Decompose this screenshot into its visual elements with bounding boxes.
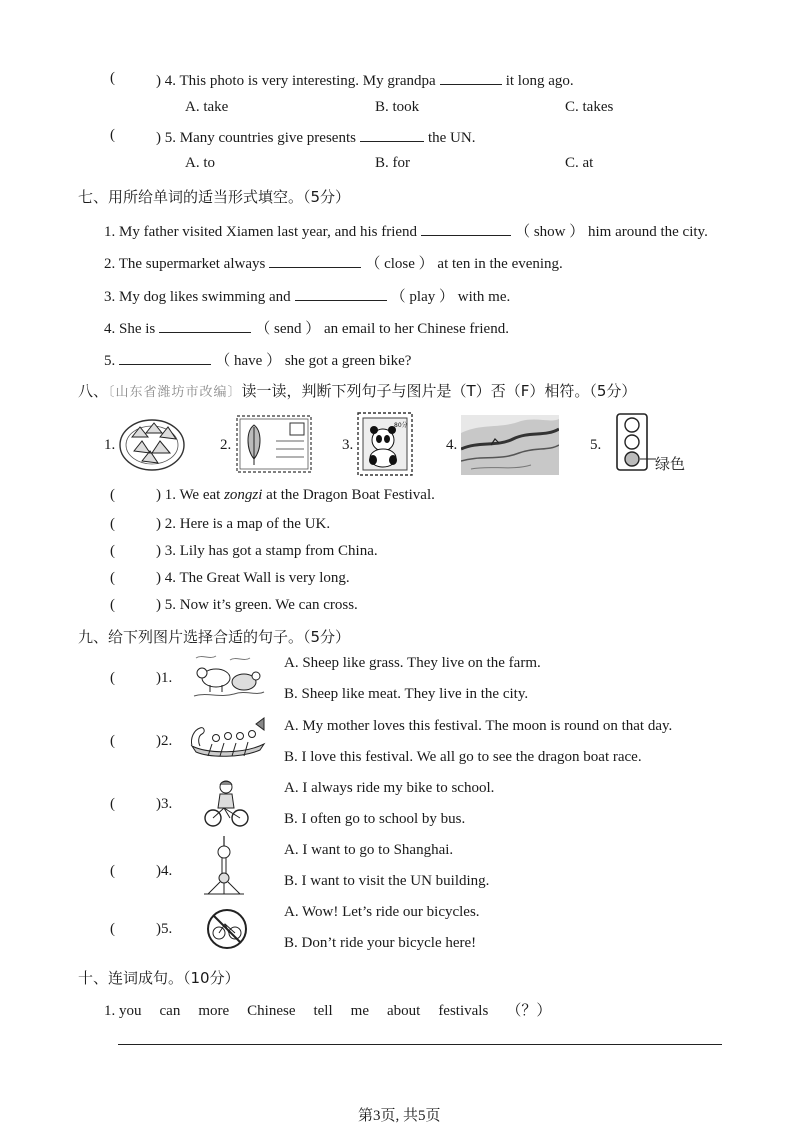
- s8-item-5: [156, 597, 358, 614]
- s9-item-5-option-a[interactable]: A. Wow! Let’s ride our bicycles.: [284, 904, 480, 920]
- s9-item-1-num: )1.: [156, 670, 173, 686]
- s8-item-5-text: 5. Now it’s green. We can cross.: [164, 597, 358, 613]
- s8-item-2-paren: (: [110, 516, 115, 532]
- s8-item-2: [156, 516, 330, 533]
- s9-item-1-paren: (: [110, 670, 115, 686]
- s8-item-1: [156, 487, 435, 504]
- section-8-num: 八、: [78, 382, 109, 400]
- mc-q5-after: the UN.: [427, 130, 476, 146]
- dragon-boat-icon: [188, 716, 268, 760]
- no-bicycle-sign-icon: [206, 908, 248, 950]
- s8-item-3-text: 3. Lily has got a stamp from China.: [164, 543, 378, 559]
- s8-item-1-text-2: at the Dragon Boat Festival.: [262, 487, 435, 503]
- zongzi-plate-icon: [118, 415, 186, 473]
- pointer-line-icon: [640, 455, 656, 463]
- s9-item-2-paren: (: [110, 733, 115, 749]
- s7-q2: [104, 252, 563, 273]
- s7-q5-post: she got a green bike?: [284, 353, 412, 369]
- answer-blank[interactable]: [440, 70, 502, 85]
- mc-q5-text: 5. Many countries give presents: [164, 130, 356, 146]
- s7-q3-pre: 3. My dog likes swimming and: [104, 289, 291, 305]
- pic-label-2: 2.: [220, 437, 232, 453]
- s9-item-2-option-b[interactable]: B. I love this festival. We all go to see the dragon boat race.: [284, 749, 642, 765]
- s8-item-3-paren: (: [110, 543, 115, 559]
- pic-label-3: 3.: [342, 437, 354, 453]
- s9-item-1-option-b[interactable]: B. Sheep like meat. They live in the city.: [284, 686, 529, 702]
- s8-item-3-close: ): [156, 543, 161, 559]
- s8-item-1-close: ): [156, 487, 161, 503]
- s7-q3-word: （ play ）: [390, 289, 454, 305]
- s9-item-3-num: )3.: [156, 796, 173, 812]
- s9-item-3-option-b[interactable]: B. I often go to school by bus.: [284, 811, 466, 827]
- s9-item-4-num: )4.: [156, 863, 173, 879]
- section-8-title: [78, 380, 636, 401]
- s7-q1-pre: 1. My father visited Xiamen last year, and his friend: [104, 224, 418, 240]
- mc-q4-option-b[interactable]: B. took: [375, 99, 420, 115]
- mc-q4-close: ): [156, 73, 161, 89]
- word: can: [159, 1003, 181, 1019]
- answer-blank[interactable]: [159, 318, 251, 333]
- mc-q5-paren: (: [110, 127, 115, 143]
- answer-blank[interactable]: [421, 221, 511, 236]
- word: （？）: [506, 1003, 552, 1019]
- s7-q2-pre: 2. The supermarket always: [104, 256, 266, 272]
- answer-blank[interactable]: [295, 286, 387, 301]
- pic-label-4: 4.: [446, 437, 458, 453]
- word: about: [386, 1003, 421, 1019]
- source-tag: 〔山东省潍坊市改编〕: [108, 385, 242, 400]
- sheep-icon: [190, 652, 266, 702]
- s8-item-4-text: 4. The Great Wall is very long.: [164, 570, 350, 586]
- traffic-light-icon: [615, 412, 649, 472]
- s9-item-2-option-a[interactable]: A. My mother loves this festival. The moon is round on that day.: [284, 718, 673, 734]
- word: festivals: [438, 1003, 489, 1019]
- pic-label-5: 5.: [590, 437, 602, 453]
- word: 1. you: [104, 1003, 142, 1019]
- s8-item-3: [156, 543, 378, 560]
- s7-q5-word: （ have ）: [215, 353, 282, 369]
- green-light-label: 绿色: [655, 455, 686, 473]
- mc-q5-option-c[interactable]: C. at: [565, 155, 594, 171]
- s8-item-1-italic: zongzi: [224, 487, 263, 503]
- s9-item-3-paren: (: [110, 796, 115, 812]
- s9-item-2-num: )2.: [156, 733, 173, 749]
- s9-item-5-option-b[interactable]: B. Don’t ride your bicycle here!: [284, 935, 477, 951]
- s7-q2-post: at ten in the evening.: [437, 256, 563, 272]
- boy-riding-bike-icon: [204, 778, 250, 830]
- s8-item-1-paren: (: [110, 487, 115, 503]
- s7-q4-post: an email to her Chinese friend.: [324, 321, 509, 337]
- section-8-text: 读一读，判断下列句子与图片是（T）否（F）相符。（5分）: [241, 382, 637, 400]
- postcard-icon: [236, 415, 312, 473]
- mc-q5-question: [156, 127, 475, 147]
- s8-item-5-paren: (: [110, 597, 115, 613]
- section-10-title: 十、连词成句。（10分）: [78, 969, 240, 987]
- s8-item-4-paren: (: [110, 570, 115, 586]
- s9-item-5-num: )5.: [156, 921, 173, 937]
- mc-q5-close: ): [156, 130, 161, 146]
- answer-blank[interactable]: [269, 253, 361, 268]
- mc-q4-paren: (: [110, 70, 115, 86]
- word: me: [350, 1003, 369, 1019]
- s8-item-2-close: ): [156, 516, 161, 532]
- s9-item-5-paren: (: [110, 921, 115, 937]
- mc-q4-option-a[interactable]: A. take: [185, 99, 229, 115]
- s7-q1-word: （ show ）: [515, 224, 585, 240]
- s9-item-4-option-b[interactable]: B. I want to visit the UN building.: [284, 873, 490, 889]
- word: Chinese: [247, 1003, 296, 1019]
- panda-stamp-icon: [357, 412, 413, 476]
- great-wall-icon: [461, 415, 559, 475]
- stamp-value: 80分: [394, 422, 408, 429]
- s7-q5-pre: 5.: [104, 353, 116, 369]
- s8-item-4: [156, 570, 350, 587]
- pic-label-1: 1.: [104, 437, 116, 453]
- s7-q1-post: him around the city.: [587, 224, 708, 240]
- s7-q4: [104, 317, 509, 338]
- answer-line[interactable]: [118, 1044, 722, 1045]
- s9-item-4-option-a[interactable]: A. I want to go to Shanghai.: [284, 842, 454, 858]
- mc-q5-option-a[interactable]: A. to: [185, 155, 215, 171]
- s7-q3: [104, 285, 510, 306]
- s7-q2-word: （ close ）: [365, 256, 434, 272]
- word-scramble: [104, 999, 551, 1020]
- s7-q4-word: （ send ）: [255, 321, 321, 337]
- section-9-title: 九、给下列图片选择合适的句子。（5分）: [78, 628, 351, 646]
- word: tell: [313, 1003, 333, 1019]
- s8-item-5-close: ): [156, 597, 161, 613]
- word: more: [198, 1003, 230, 1019]
- s8-item-1-text: 1. We eat: [164, 487, 225, 503]
- s7-q4-pre: 4. She is: [104, 321, 156, 337]
- s9-item-3-option-a[interactable]: A. I always ride my bike to school.: [284, 780, 495, 796]
- answer-blank[interactable]: [119, 350, 211, 365]
- mc-q4-after: it long ago.: [505, 73, 574, 89]
- mc-q4-option-c[interactable]: C. takes: [565, 99, 614, 115]
- answer-blank[interactable]: [360, 127, 424, 142]
- s7-q1: [104, 220, 708, 241]
- s9-item-1-option-a[interactable]: A. Sheep like grass. They live on the farm.: [284, 655, 541, 671]
- oriental-pearl-tower-icon: [202, 836, 246, 896]
- mc-q4-text: 4. This photo is very interesting. My grandpa: [164, 73, 436, 89]
- s8-item-4-close: ): [156, 570, 161, 586]
- s7-q5: [104, 349, 411, 370]
- section-7-title: 七、用所给单词的适当形式填空。（5分）: [78, 188, 351, 206]
- s9-item-4-paren: (: [110, 863, 115, 879]
- mc-q5-option-b[interactable]: B. for: [375, 155, 410, 171]
- s7-q3-post: with me.: [457, 289, 511, 305]
- page-number: 第3页, 共5页: [358, 1108, 441, 1124]
- mc-q4-question: [156, 70, 574, 90]
- s8-item-2-text: 2. Here is a map of the UK.: [164, 516, 331, 532]
